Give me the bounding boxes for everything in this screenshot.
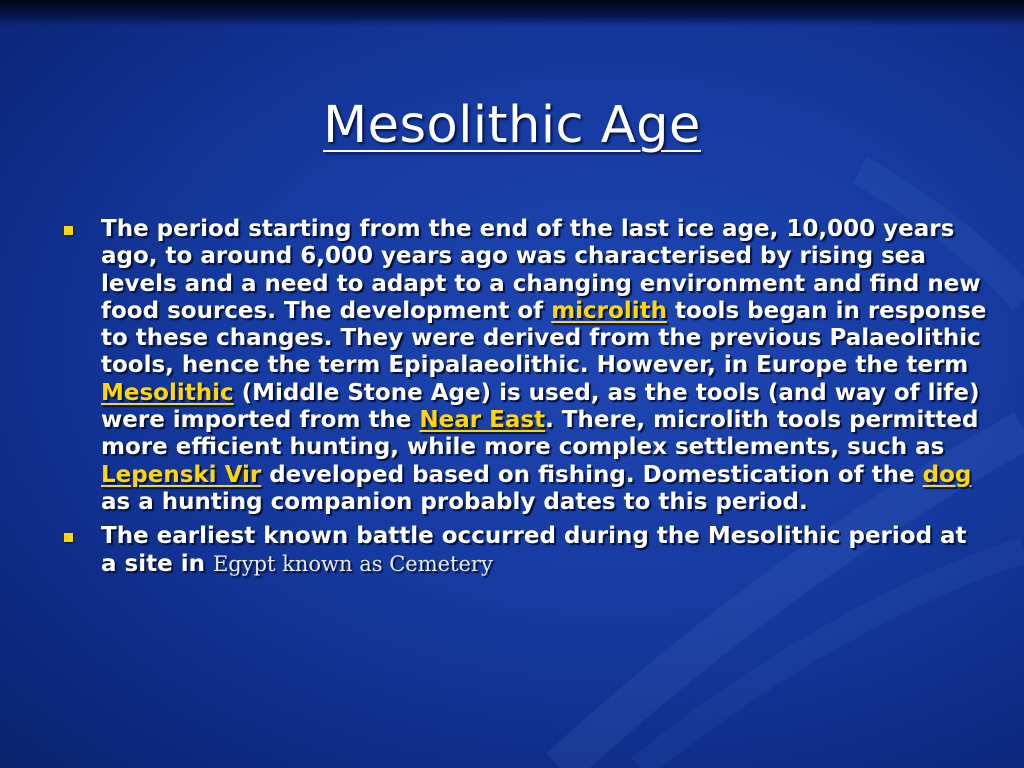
bullet-text	[101, 216, 986, 515]
body-text: The period starting from the end of the last ice age, 10,000 years ago, to around 6,000 years ago was characterised by rising sea levels and a need to adapt to a changing environment and find new food sources. The development of	[101, 216, 981, 324]
bullet-square-icon	[64, 533, 73, 542]
top-dark-band	[0, 0, 1024, 26]
body-text: . There, microlith tools permitted more efficient hunting, while more complex settlements, such as	[101, 407, 979, 461]
link-mesolithic[interactable]: Mesolithic	[101, 379, 234, 406]
body-text: tools began in response to these changes. They were derived from the previous Palaeolithic tools, hence the term Epipalaeolithic. However, in Europe the term	[101, 297, 987, 379]
bullet-item	[60, 523, 990, 578]
bullet-text	[101, 523, 967, 576]
bullet-item	[60, 216, 990, 516]
link-near-east[interactable]: Near East	[419, 407, 546, 434]
link-dog[interactable]: dog	[922, 461, 972, 488]
slide-title: Mesolithic Age	[323, 96, 701, 156]
body-text: as a hunting companion probably dates to this period.	[101, 488, 808, 515]
body-text: The earliest known battle occurred during the Mesolithic period at a site in	[101, 523, 967, 577]
link-microlith[interactable]: microlith	[551, 297, 667, 324]
slide-body	[60, 216, 990, 585]
link-lepenski-vir[interactable]: Lepenski Vir	[101, 461, 262, 488]
body-text: developed based on fishing. Domestication of the	[261, 461, 923, 488]
bullet-square-icon	[64, 226, 73, 235]
body-text-serif: Egypt known as Cemetery	[212, 551, 493, 576]
body-text: (Middle Stone Age) is used, as the tools (and way of life) were imported from the	[101, 379, 980, 434]
